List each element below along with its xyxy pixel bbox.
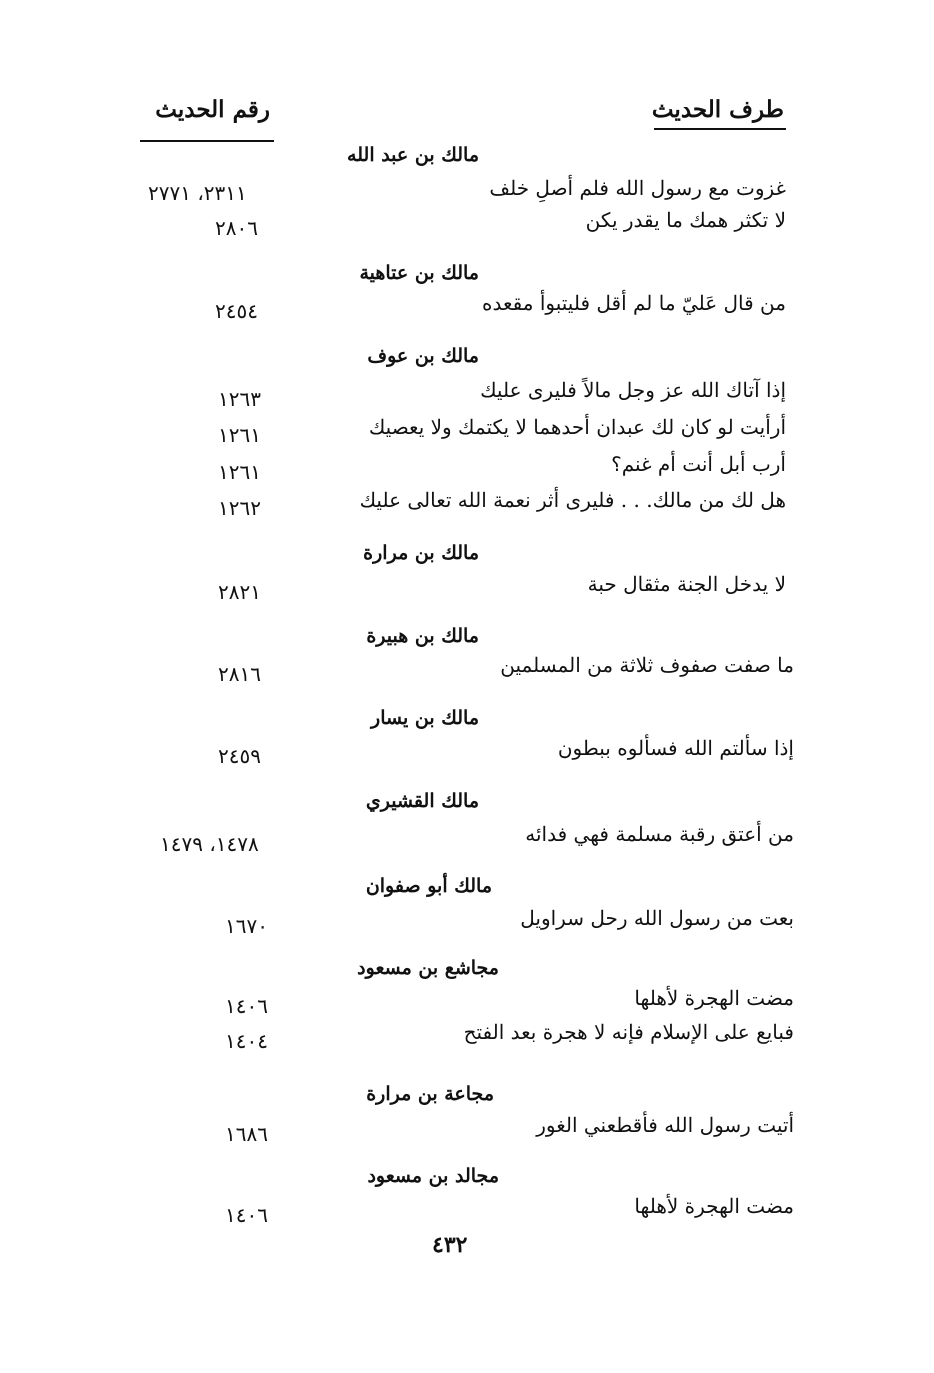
narrator-name: مالك أبو صفوان (365, 875, 492, 897)
hadith-number: ١٢٦٣ (218, 387, 261, 411)
hadith-number: ٢٨١٦ (218, 662, 261, 686)
hadith-number: ١٤٠٤ (225, 1029, 268, 1053)
header-hadith-number-underline (140, 140, 274, 142)
hadith-incipit: من قال عَليّ ما لم أقل فليتبوأ مقعده (482, 291, 786, 315)
hadith-incipit: أرب أبل أنت أم غنم؟ (611, 452, 786, 476)
hadith-incipit: فبايع على الإسلام فإنه لا هجرة بعد الفتح (463, 1020, 794, 1044)
header-hadith-text: طرف الحديث (651, 96, 784, 123)
hadith-number: ١٤٠٦ (225, 994, 268, 1018)
hadith-number: ٢٣١١، ٢٧٧١ (148, 181, 247, 205)
hadith-incipit: هل لك من مالك. . . فليرى أثر نعمة الله تعالى عليك (359, 488, 786, 512)
hadith-incipit: مضت الهجرة لأهلها (634, 986, 794, 1010)
narrator-name: مجالد بن مسعود (367, 1165, 499, 1187)
hadith-incipit: إذا آتاك الله عز وجل مالاً فليرى عليك (480, 378, 786, 402)
narrator-name: مالك بن عبد الله (347, 144, 479, 166)
page-number: ٤٣٢ (432, 1232, 468, 1258)
narrator-name: مالك بن يسار (371, 707, 479, 729)
hadith-number: ١٢٦٢ (218, 496, 261, 520)
hadith-incipit: لا تكثر همك ما يقدر يكن (585, 208, 786, 232)
narrator-name: مالك بن عوف (367, 345, 479, 367)
hadith-number: ٢٤٥٤ (215, 299, 258, 323)
hadith-incipit: بعت من رسول الله رحل سراويل (520, 906, 794, 930)
narrator-name: مجاشع بن مسعود (357, 957, 499, 979)
hadith-number: ٢٨٠٦ (215, 216, 258, 240)
hadith-incipit: إذا سألتم الله فسألوه ببطون (557, 736, 794, 760)
hadith-number: ١٤٧٨، ١٤٧٩ (160, 832, 259, 856)
hadith-incipit: لا يدخل الجنة مثقال حبة (587, 572, 786, 596)
hadith-incipit: مضت الهجرة لأهلها (634, 1194, 794, 1218)
hadith-incipit: من أعتق رقبة مسلمة فهي فدائه (525, 822, 794, 846)
hadith-number: ٢٤٥٩ (218, 744, 261, 768)
narrator-name: مجاعة بن مرارة (366, 1083, 494, 1105)
header-hadith-text-underline (654, 128, 786, 130)
hadith-incipit: أتيت رسول الله فأقطعني الغور (536, 1113, 794, 1137)
hadith-number: ١٦٧٠ (225, 914, 268, 938)
header-hadith-number: رقم الحديث (155, 96, 270, 123)
hadith-number: ٢٨٢١ (218, 580, 261, 604)
narrator-name: مالك بن هبيرة (366, 625, 479, 647)
narrator-name: مالك القشيري (365, 790, 479, 812)
narrator-name: مالك بن عتاهية (359, 262, 479, 284)
hadith-incipit: ما صفت صفوف ثلاثة من المسلمين (500, 653, 794, 677)
hadith-incipit: أرأيت لو كان لك عبدان أحدهما لا يكتمك ولا يعصيك (368, 415, 786, 439)
narrator-name: مالك بن مرارة (363, 542, 479, 564)
hadith-number: ١٢٦١ (218, 423, 261, 447)
hadith-number: ١٦٨٦ (225, 1122, 268, 1146)
hadith-number: ١٤٠٦ (225, 1203, 268, 1227)
hadith-number: ١٢٦١ (218, 460, 261, 484)
hadith-incipit: غزوت مع رسول الله فلم أصلِ خلف (489, 176, 786, 200)
